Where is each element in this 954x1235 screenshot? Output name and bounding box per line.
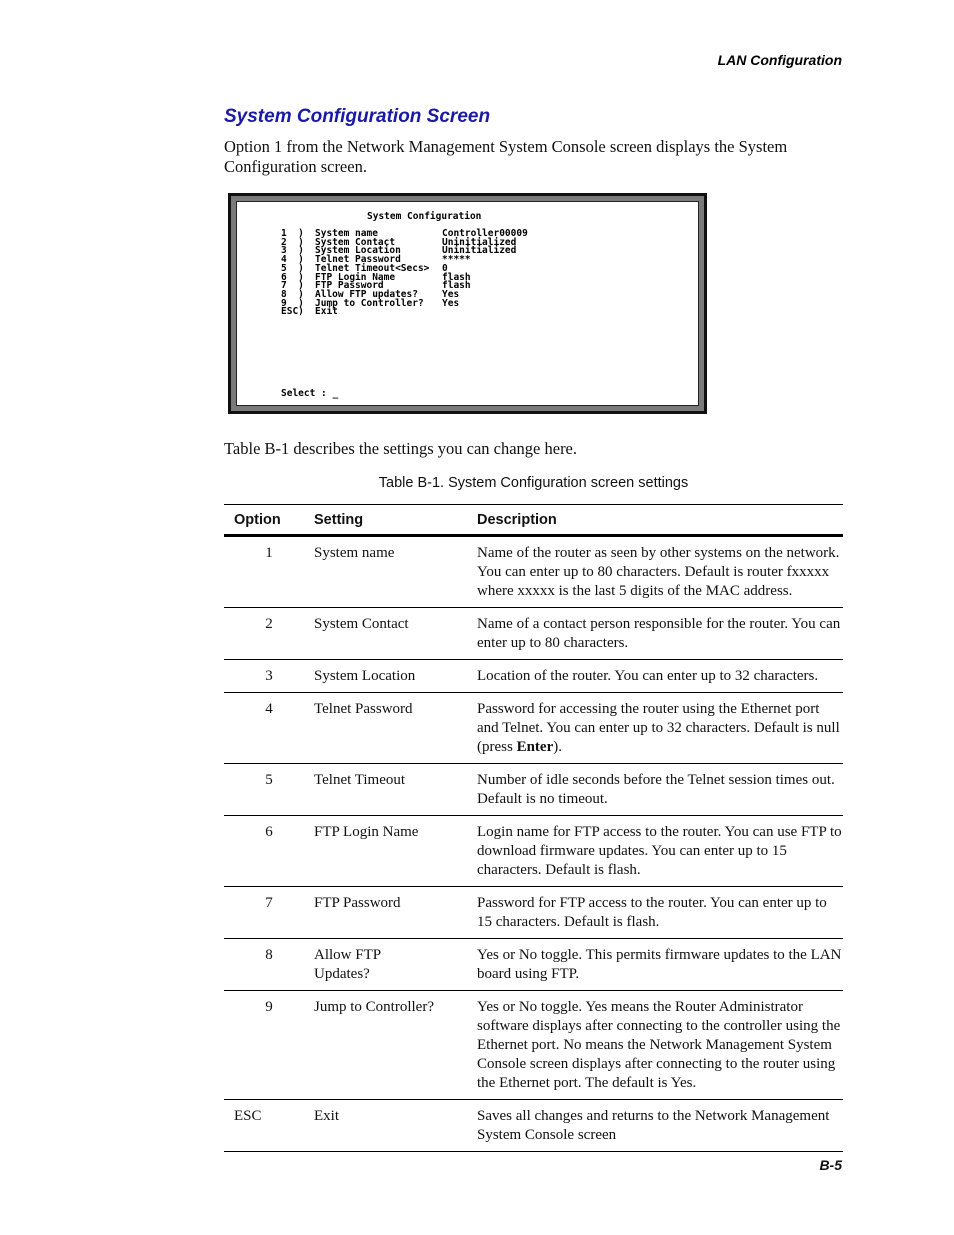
- description-cell: Yes or No toggle. Yes means the Router Administrator software displays after connecting to the controller using the Ethernet port. No means the Network Management System Console screen displays after connecting to the router using the Ethernet port. The default is Yes.: [477, 991, 843, 1100]
- option-cell: 1: [224, 536, 314, 608]
- console-select-prompt: Select : _: [281, 388, 339, 399]
- column-header-description: Description: [477, 505, 843, 536]
- console-menu-item: 2 ) System Contact Uninitialized: [281, 236, 517, 248]
- column-header-setting: Setting: [314, 505, 477, 536]
- option-cell: 4: [224, 693, 314, 764]
- description-cell: Login name for FTP access to the router. You can use FTP to download firmware updates. You can enter up to 15 characters. Default is flash.: [477, 816, 843, 887]
- option-cell: 9: [224, 991, 314, 1100]
- intro-paragraph: Option 1 from the Network Management System Console screen displays the System Configuration screen.: [224, 137, 788, 176]
- setting-cell: Telnet Timeout: [314, 764, 477, 816]
- table-header-row: [224, 505, 843, 536]
- setting-cell: Telnet Password: [314, 693, 477, 764]
- table-row: [224, 816, 843, 887]
- description-cell: Password for FTP access to the router. You can enter up to 15 characters. Default is flash.: [477, 887, 843, 939]
- option-cell: 6: [224, 816, 314, 887]
- description-cell: Yes or No toggle. This permits firmware updates to the LAN board using FTP.: [477, 939, 843, 991]
- table-row: [224, 660, 843, 693]
- table-row: [224, 536, 843, 608]
- table-row: [224, 764, 843, 816]
- option-cell: 5: [224, 764, 314, 816]
- console-screen: [236, 201, 699, 406]
- enter-key-text: Enter: [516, 739, 554, 755]
- console-title: System Configuration: [367, 211, 482, 222]
- console-menu-item: 9 ) Jump to Controller? Yes: [281, 297, 460, 309]
- console-menu-item: 1 ) System name Controller00009: [281, 228, 528, 239]
- setting-cell: Exit: [314, 1100, 477, 1152]
- description-cell: Saves all changes and returns to the Network Management System Console screen: [477, 1100, 843, 1152]
- console-menu-item: 7 ) FTP Password flash: [281, 280, 471, 292]
- console-menu-item: 3 ) System Location Uninitialized: [281, 245, 517, 257]
- option-cell: 7: [224, 887, 314, 939]
- console-menu-item: 4 ) Telnet Password *****: [281, 254, 471, 266]
- table-row: [224, 887, 843, 939]
- console-menu-item: 5 ) Telnet Timeout<Secs> 0: [281, 262, 448, 274]
- setting-cell: Jump to Controller?: [314, 991, 477, 1100]
- console-menu-item: 6 ) FTP Login Name flash: [281, 271, 471, 283]
- setting-cell: System Location: [314, 660, 477, 693]
- setting-cell: Allow FTP Updates?: [314, 939, 477, 991]
- setting-cell: FTP Password: [314, 887, 477, 939]
- table-row: [224, 939, 843, 991]
- setting-cell: System Contact: [314, 608, 477, 660]
- settings-table: [224, 504, 843, 1152]
- section-title: System Configuration Screen: [224, 106, 491, 127]
- option-cell: 2: [224, 608, 314, 660]
- page-number: B-5: [819, 1157, 842, 1173]
- description-cell: Number of idle seconds before the Telnet session times out. Default is no timeout.: [477, 764, 843, 816]
- setting-cell: System name: [314, 536, 477, 608]
- column-header-option: Option: [224, 505, 314, 536]
- option-cell: 3: [224, 660, 314, 693]
- description-cell: Location of the router. You can enter up to 32 characters.: [477, 660, 843, 693]
- table-row: [224, 991, 843, 1100]
- table-reference-text: Table B-1 describes the settings you can change here.: [224, 439, 578, 458]
- console-menu-item: 8 ) Allow FTP updates? Yes: [281, 288, 460, 300]
- console-menu-item: ESC) Exit: [281, 306, 338, 318]
- table-row: [224, 608, 843, 660]
- description-cell: Name of a contact person responsible for the router. You can enter up to 80 characters.: [477, 608, 843, 660]
- option-cell: 8: [224, 939, 314, 991]
- table-caption: Table B-1. System Configuration screen settings: [378, 475, 689, 491]
- console-screenshot: [228, 193, 707, 414]
- description-cell: Name of the router as seen by other systems on the network. You can enter up to 80 characters. Default is router fxxxxx where xxxxx is the last 5 digits of the MAC address.: [477, 536, 843, 608]
- running-head: LAN Configuration: [717, 52, 842, 68]
- setting-cell: FTP Login Name: [314, 816, 477, 887]
- description-cell: Password for accessing the router using the Ethernet port and Telnet. You can enter up to 32 characters. Default is null (press Enter).: [477, 693, 843, 764]
- option-cell: ESC: [224, 1100, 314, 1152]
- table-row: [224, 1100, 843, 1152]
- table-row: [224, 693, 843, 764]
